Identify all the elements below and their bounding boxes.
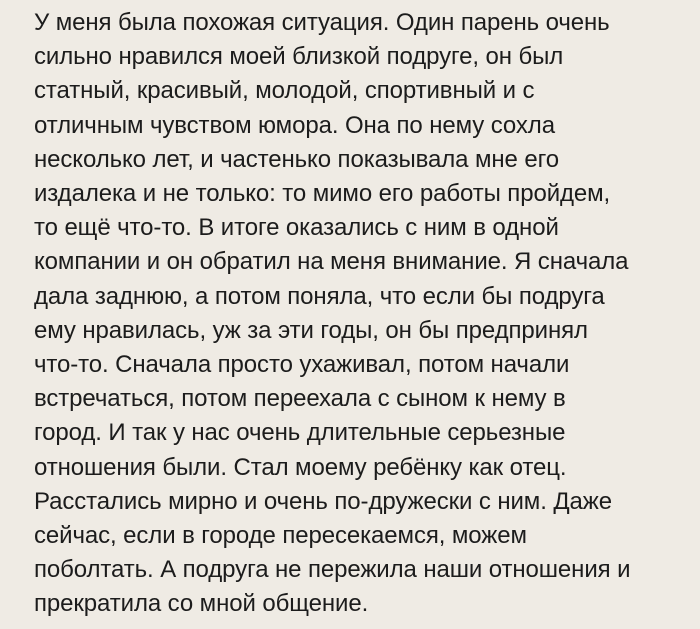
text-line: то ещё что-то. В итоге оказались с ним в одной: [34, 214, 559, 242]
text-line: дала заднюю, а потом поняла, что если бы подруга: [34, 282, 605, 310]
text-line: статный, красивый, молодой, спортивный и с: [34, 77, 535, 105]
text-line: сильно нравился моей близкой подруге, он был: [34, 43, 564, 71]
text-line: город. И так у нас очень длительные серьезные: [34, 419, 566, 447]
text-line: У меня была похожая ситуация. Один парень очень: [34, 9, 610, 36]
text-line: отличным чувством юмора. Она по нему сохла: [34, 111, 555, 139]
text-line: прекратила со мной общение.: [34, 590, 369, 618]
text-line: ему нравилась, уж за эти годы, он бы предпринял: [34, 316, 588, 344]
text-line: несколько лет, и частенько показывала мне его: [34, 145, 559, 173]
text-line: встречаться, потом переехала с сыном к нему в: [34, 385, 566, 413]
text-line: издалека и не только: то мимо его работы пройдем,: [34, 180, 611, 208]
text-line: Расстались мирно и очень по-дружески с ним. Даже: [34, 487, 612, 515]
text-line: поболтать. А подруга не пережила наши отношения и: [34, 556, 631, 584]
text-line: отношения были. Стал моему ребёнку как отец.: [34, 453, 567, 481]
text-line: сейчас, если в городе пересекаемся, можем: [34, 522, 527, 550]
text-line: что-то. Сначала просто ухаживал, потом начали: [34, 351, 570, 379]
text-line: компании и он обратил на меня внимание. Я сначала: [34, 248, 629, 276]
post-text: [34, 6, 674, 622]
